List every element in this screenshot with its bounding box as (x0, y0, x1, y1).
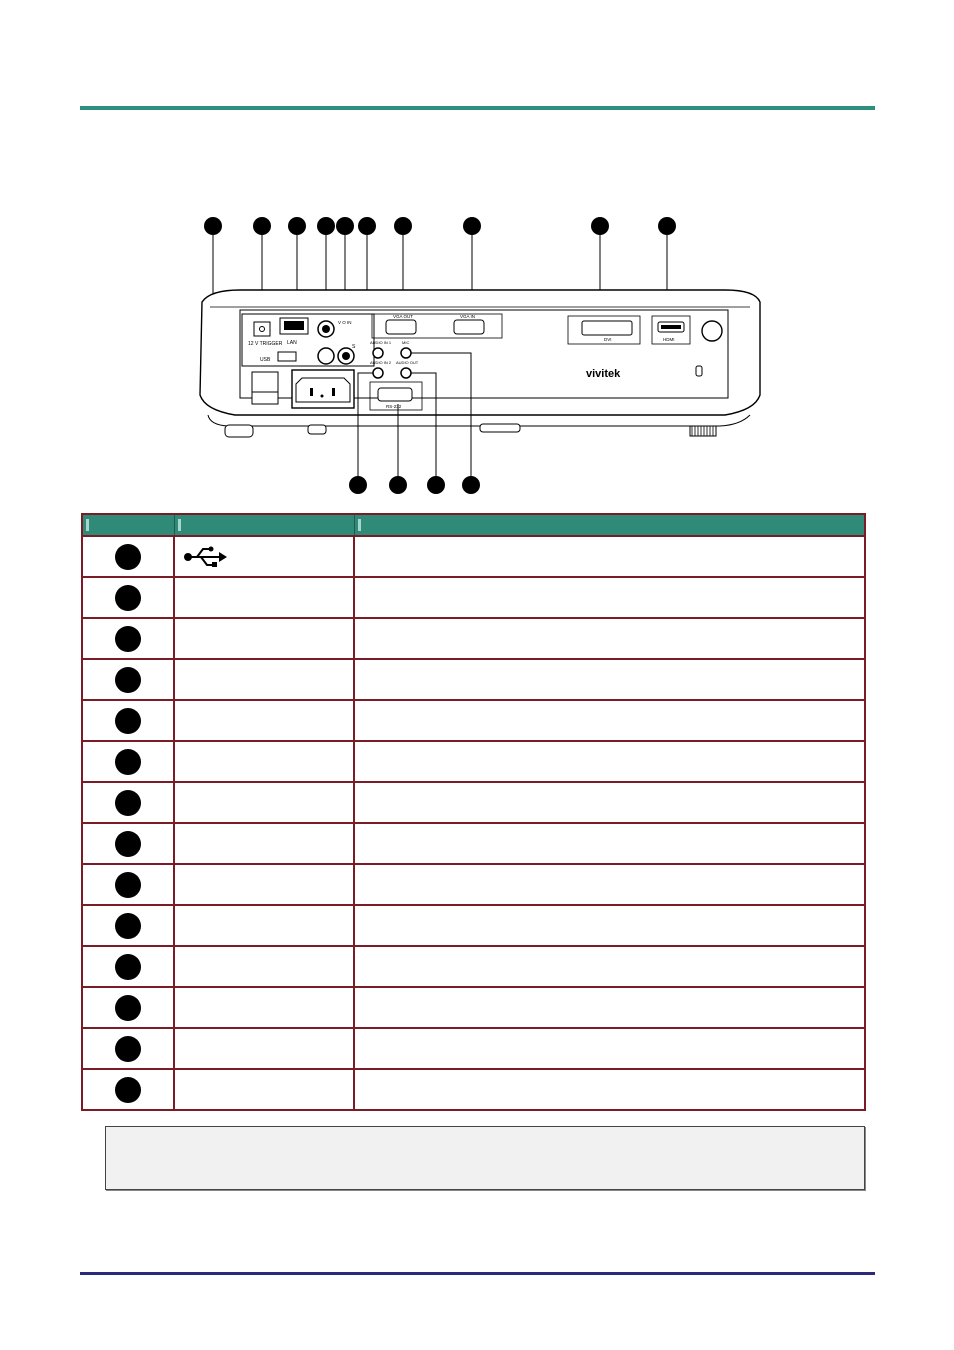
usb-icon (183, 546, 229, 568)
description-cell (354, 905, 865, 946)
label-cell (174, 536, 354, 577)
description-cell (354, 577, 865, 618)
projector-illustration (180, 210, 780, 500)
callout-dot (427, 476, 445, 494)
item-number-dot (115, 954, 141, 980)
header-cell-label (174, 514, 354, 536)
item-number-dot (115, 995, 141, 1021)
callout-dot (389, 476, 407, 494)
description-cell (354, 1028, 865, 1069)
label-cell (174, 905, 354, 946)
item-number-cell (82, 618, 174, 659)
item-number-cell (82, 864, 174, 905)
item-number-cell (82, 1028, 174, 1069)
item-number-dot (115, 913, 141, 939)
label-cell (174, 1069, 354, 1110)
item-number-cell (82, 905, 174, 946)
description-cell (354, 1069, 865, 1110)
label-cell (174, 987, 354, 1028)
port-description-table (81, 513, 866, 1111)
item-number-cell (82, 987, 174, 1028)
table-row (82, 782, 865, 823)
item-number-cell (82, 741, 174, 782)
item-number-cell (82, 659, 174, 700)
description-cell (354, 782, 865, 823)
table-row (82, 905, 865, 946)
audio-in2-label: AUDIO IN 2 (370, 360, 392, 365)
brand-logo: vivitek (586, 368, 621, 380)
item-number-cell (82, 536, 174, 577)
item-number-cell (82, 577, 174, 618)
label-cell (174, 946, 354, 987)
bottom-callouts (349, 476, 480, 494)
vga-out-label: VGA OUT (393, 314, 414, 319)
table-row (82, 1028, 865, 1069)
item-number-cell (82, 782, 174, 823)
top-callouts (204, 217, 676, 235)
item-number-dot (115, 544, 141, 570)
item-number-dot (115, 1036, 141, 1062)
item-number-dot (115, 790, 141, 816)
description-cell (354, 741, 865, 782)
footer-rule (80, 1272, 875, 1275)
description-cell (354, 946, 865, 987)
item-number-dot (115, 585, 141, 611)
callout-dot (463, 217, 481, 235)
table-row (82, 864, 865, 905)
table-row (82, 659, 865, 700)
dvi-label: DVI (604, 337, 612, 342)
note-box (105, 1126, 865, 1190)
table-row (82, 1069, 865, 1110)
label-cell (174, 1028, 354, 1069)
table-row (82, 987, 865, 1028)
item-number-dot (115, 831, 141, 857)
callout-dot (394, 217, 412, 235)
item-number-cell (82, 946, 174, 987)
table-row (82, 741, 865, 782)
header-rule (80, 106, 875, 110)
video-in-label: V O IN (338, 320, 352, 325)
item-number-cell (82, 823, 174, 864)
label-cell (174, 577, 354, 618)
s-video-label: S (352, 344, 356, 350)
label-cell (174, 864, 354, 905)
table-row (82, 946, 865, 987)
description-cell (354, 659, 865, 700)
table-row (82, 577, 865, 618)
label-cell (174, 618, 354, 659)
hdmi-label: HDMI (663, 337, 675, 342)
callout-dot (204, 217, 222, 235)
item-number-dot (115, 872, 141, 898)
item-number-dot (115, 626, 141, 652)
table-header-row (82, 514, 865, 536)
projector-rear-panel-figure (180, 210, 780, 500)
label-cell (174, 659, 354, 700)
audio-out-label: AUDIO OUT (396, 360, 419, 365)
label-cell (174, 823, 354, 864)
label-cell (174, 741, 354, 782)
label-cell (174, 700, 354, 741)
usb-label: USB (260, 357, 271, 363)
description-cell (354, 987, 865, 1028)
callout-dot (658, 217, 676, 235)
header-cell-description (354, 514, 865, 536)
callout-dot (317, 217, 335, 235)
callout-dot (358, 217, 376, 235)
callout-dot (591, 217, 609, 235)
header-cell-item (82, 514, 174, 536)
lan-label: LAN (287, 340, 297, 346)
projector-body (200, 290, 760, 437)
table-row (82, 823, 865, 864)
item-number-dot (115, 667, 141, 693)
audio-in1-label: AUDIO IN 1 (370, 340, 392, 345)
description-cell (354, 823, 865, 864)
rs232-label: RS-232 (386, 404, 402, 409)
callout-dot (462, 476, 480, 494)
description-cell (354, 700, 865, 741)
callout-dot (349, 476, 367, 494)
description-cell (354, 536, 865, 577)
vga-in-label: VGA IN (460, 314, 476, 319)
table-row (82, 618, 865, 659)
item-number-dot (115, 708, 141, 734)
table-row (82, 536, 865, 577)
mic-label: MIC (402, 340, 410, 345)
label-cell (174, 782, 354, 823)
description-cell (354, 864, 865, 905)
callout-dot (253, 217, 271, 235)
item-number-dot (115, 1077, 141, 1103)
callout-dot (288, 217, 306, 235)
table-row (82, 700, 865, 741)
item-number-cell (82, 700, 174, 741)
description-cell (354, 618, 865, 659)
callout-dot (336, 217, 354, 235)
item-number-cell (82, 1069, 174, 1110)
trigger-label: 12 V TRIGGER (248, 341, 283, 347)
item-number-dot (115, 749, 141, 775)
